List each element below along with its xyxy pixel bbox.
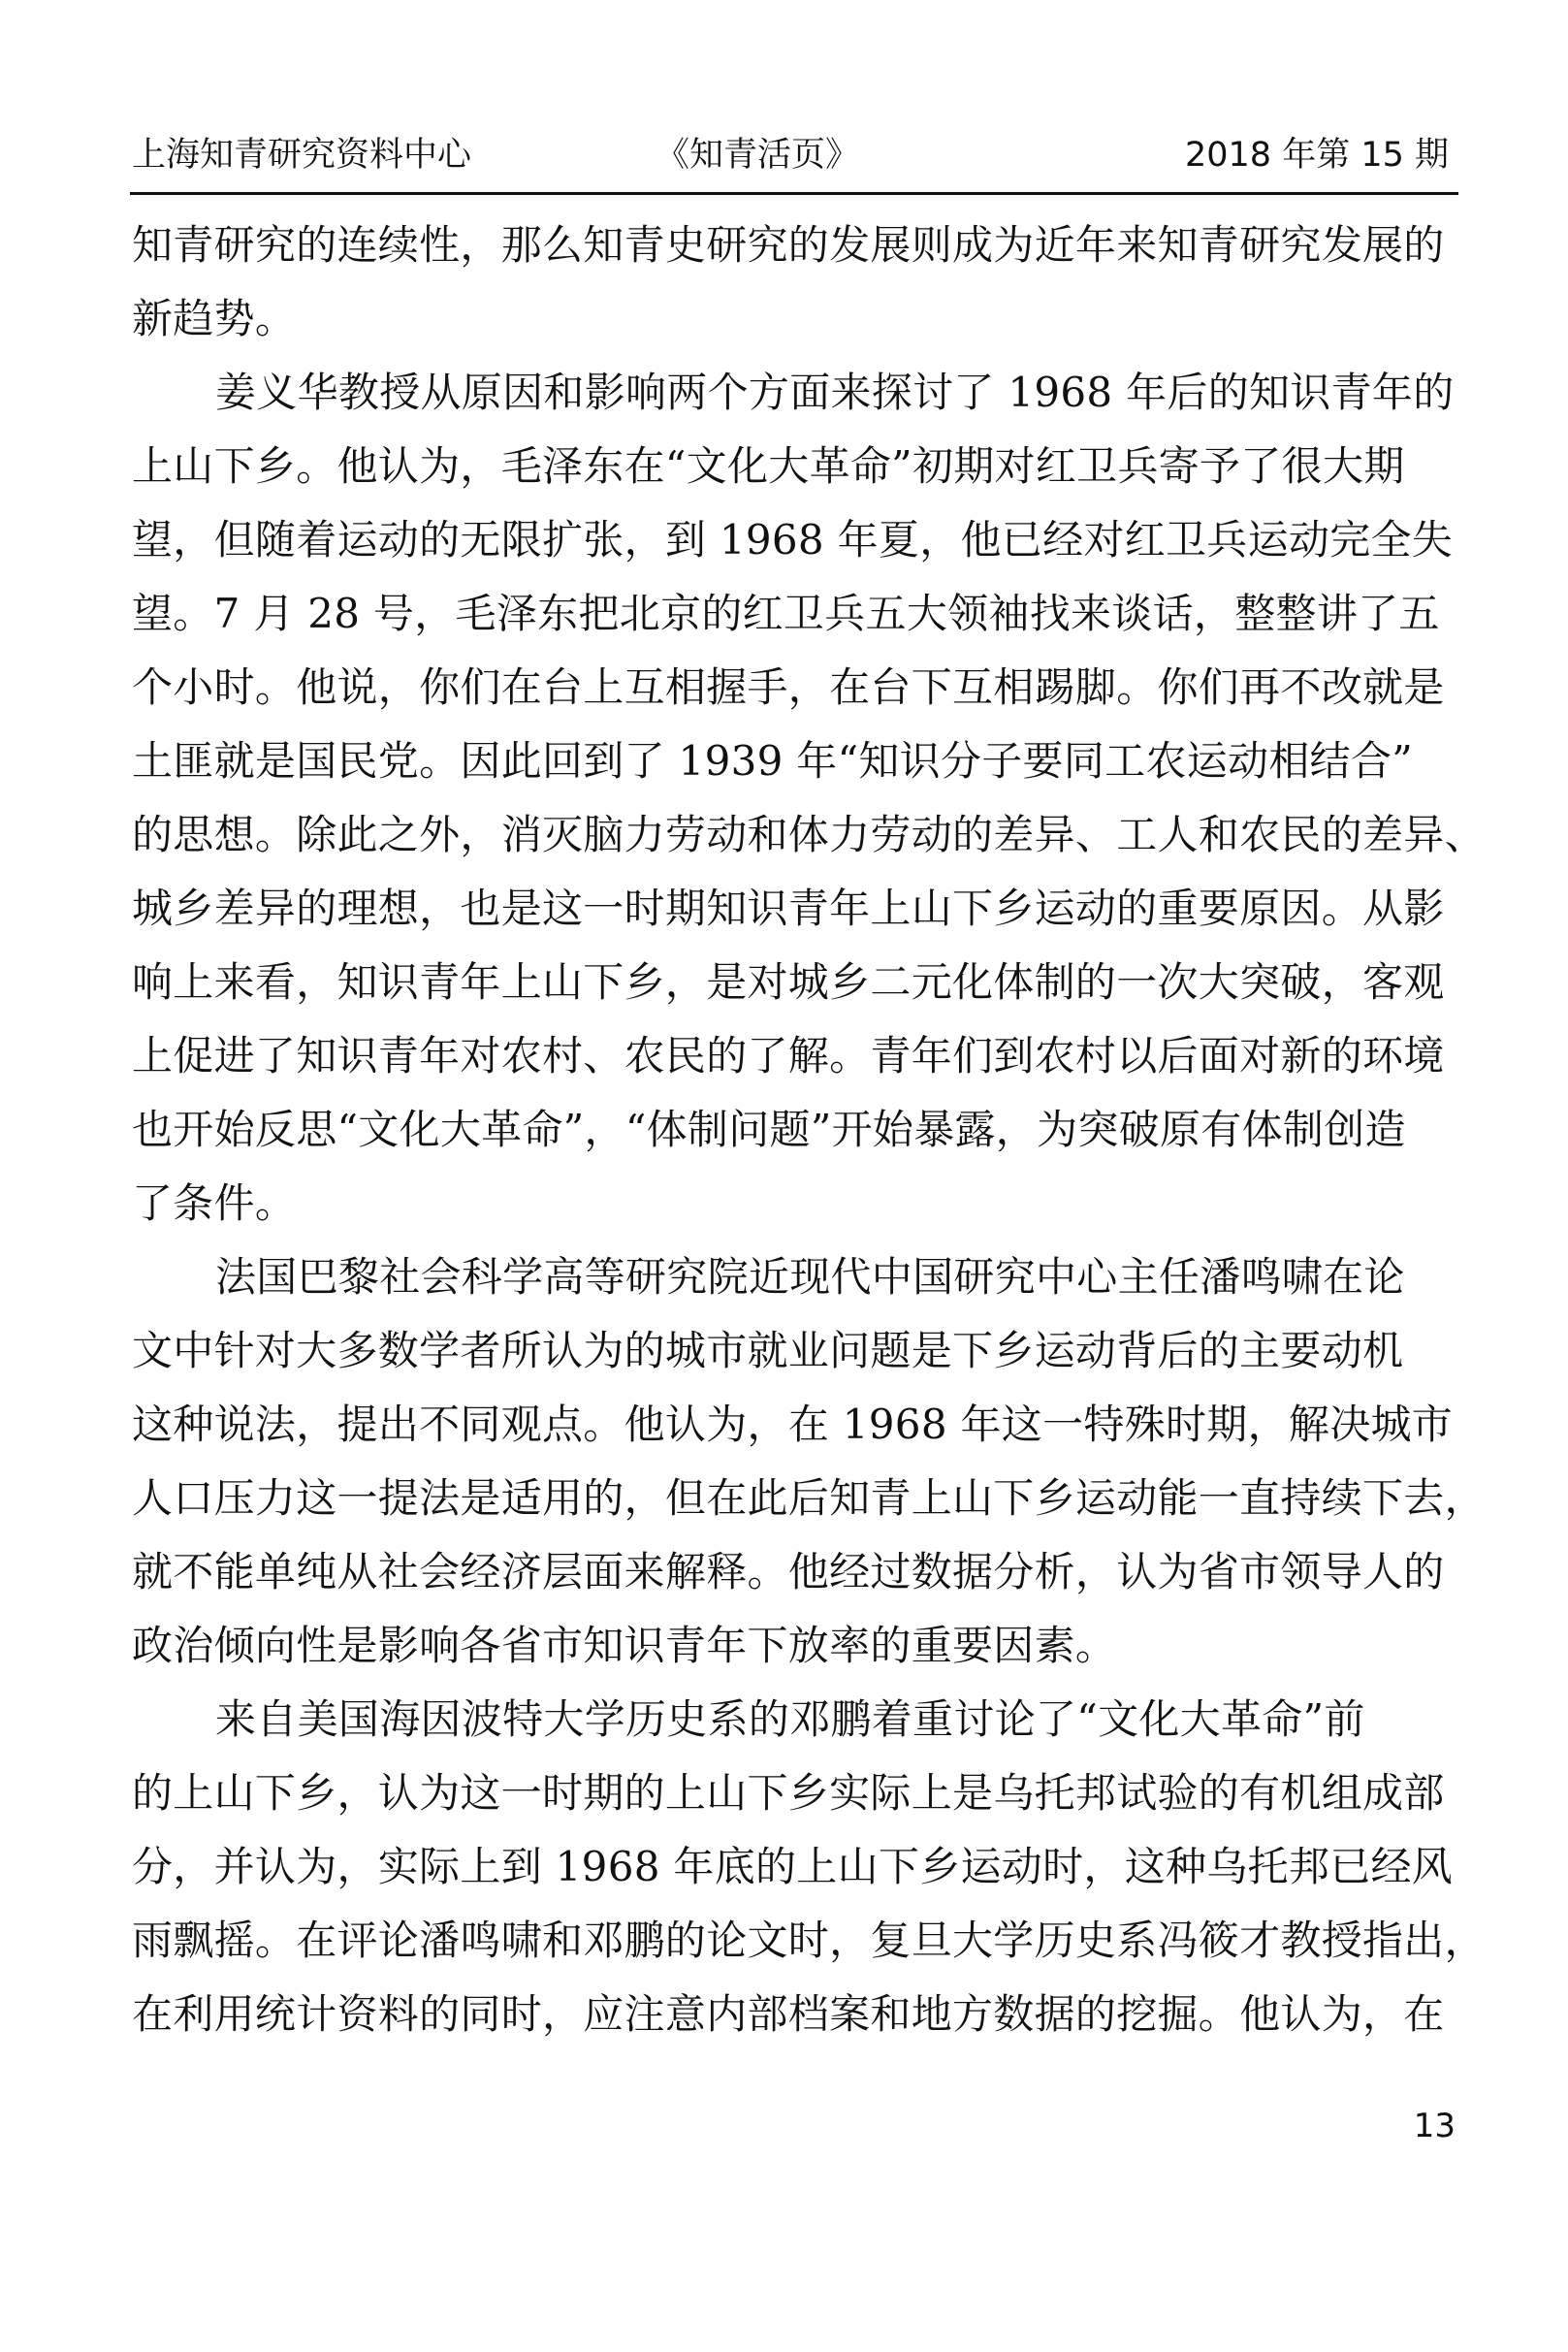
- text-line: 城乡差异的理想，也是这一时期知识青年上山下乡运动的重要原因。从影: [132, 885, 1445, 932]
- article-body: [132, 209, 1486, 2051]
- text-line: 的上山下乡，认为这一时期的上山下乡实际上是乌托邦试验的有机组成部: [132, 1769, 1445, 1817]
- text-line: 人口压力这一提法是适用的，但在此后知青上山下乡运动能一直持续下去，: [132, 1474, 1486, 1522]
- text-line: 望。7 月 28 号，毛泽东把北京的红卫兵五大领袖找来谈话，整整讲了五: [132, 590, 1440, 637]
- text-line: 的思想。除此之外，消灭脑力劳动和体力劳动的差异、工人和农民的差异、: [132, 811, 1486, 858]
- text-line: 个小时。他说，你们在台上互相握手，在台下互相踢脚。你们再不改就是: [132, 663, 1445, 711]
- text-line: 在利用统计资料的同时，应注意内部档案和地方数据的挖掘。他认为，在: [132, 1990, 1445, 2038]
- text-line: 上山下乡。他认为，毛泽东在“文化大革命”初期对红卫兵寄予了很大期: [132, 442, 1405, 490]
- paragraph-start-line: 法国巴黎社会科学高等研究院近现代中国研究中心主任潘鸣啸在论: [215, 1253, 1405, 1301]
- text-line: 这种说法，提出不同观点。他认为，在 1968 年这一特殊时期，解决城市: [132, 1401, 1454, 1448]
- text-line: 雨飘摇。在评论潘鸣啸和邓鹏的论文时，复旦大学历史系冯筱才教授指出，: [132, 1917, 1486, 1964]
- text-line: 了条件。: [132, 1179, 297, 1227]
- paragraph-start-line: 姜义华教授从原因和影响两个方面来探讨了 1968 年后的知识青年的: [215, 369, 1455, 416]
- text-line: 文中针对大多数学者所认为的城市就业问题是下乡运动背后的主要动机: [132, 1327, 1404, 1374]
- text-line: 土匪就是国民党。因此回到了 1939 年“知识分子要同工农运动相结合”: [132, 737, 1414, 785]
- text-line: 上促进了知识青年对农村、农民的了解。青年们到农村以后面对新的环境: [132, 1032, 1445, 1079]
- paragraph-start-line: 来自美国海因波特大学历史系的邓鹏着重讨论了“文化大革命”前: [215, 1695, 1365, 1743]
- text-line: 知青研究的连续性，那么知青史研究的发展则成为近年来知青研究发展的: [132, 221, 1445, 269]
- page-number: 13: [1413, 2107, 1456, 2145]
- header-divider: [130, 192, 1458, 195]
- text-line: 也开始反思“文化大革命”，“体制问题”开始暴露，为突破原有体制创造: [132, 1106, 1406, 1153]
- header-issue: 2018 年第 15 期: [1185, 136, 1449, 175]
- text-line: 分，并认为，实际上到 1968 年底的上山下乡运动时，这种乌托邦已经风: [132, 1843, 1454, 1890]
- text-line: 政治倾向性是影响各省市知识青年下放率的重要因素。: [132, 1622, 1117, 1669]
- text-line: 新趋势。: [132, 295, 297, 342]
- text-line: 就不能单纯从社会经济层面来解释。他经过数据分析，认为省市领导人的: [132, 1548, 1445, 1595]
- text-line: 响上来看，知识青年上山下乡，是对城乡二元化体制的一次大突破，客观: [132, 958, 1445, 1006]
- header-publisher: 上海知青研究资料中心: [132, 136, 472, 175]
- text-line: 望，但随着运动的无限扩张，到 1968 年夏，他已经对红卫兵运动完全失: [132, 516, 1454, 564]
- page-header: [132, 131, 1456, 179]
- header-journal-title: 《知青活页》: [656, 136, 860, 175]
